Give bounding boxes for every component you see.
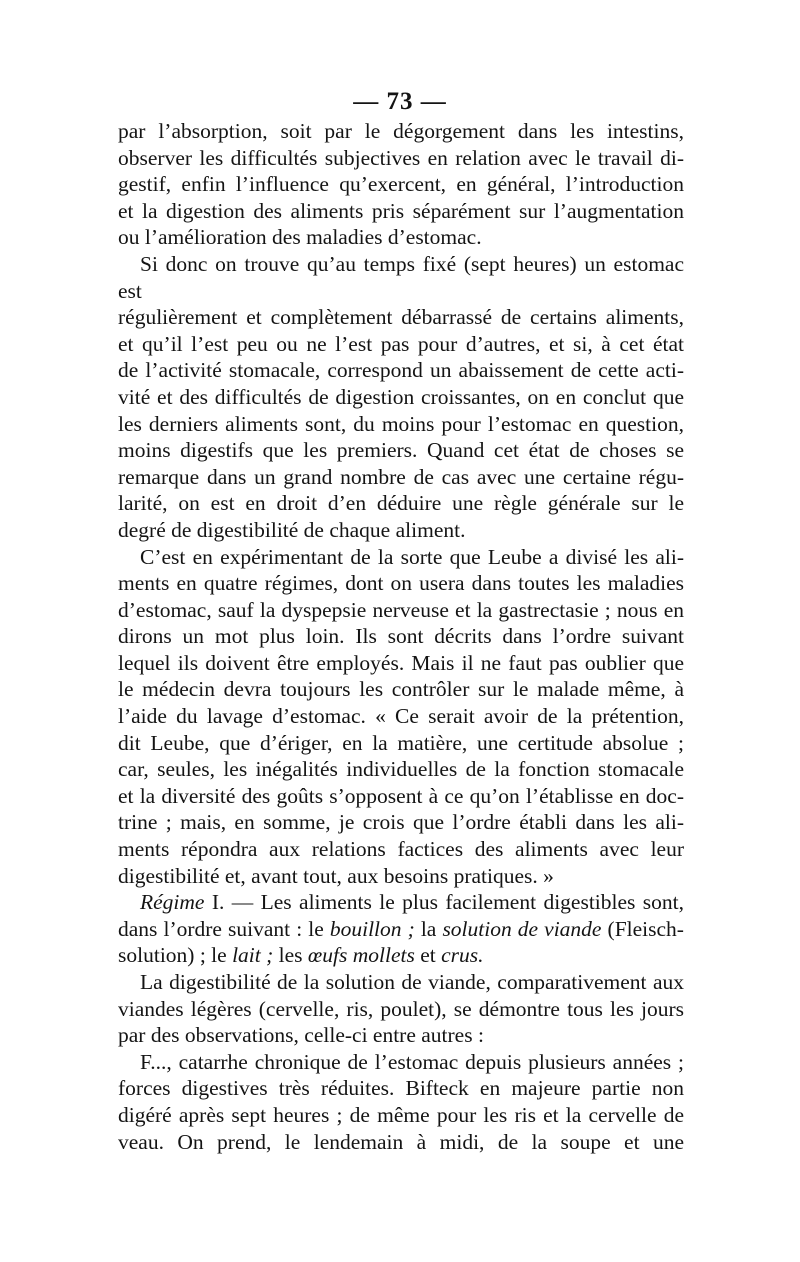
text-line: l’aide du lavage d’estomac. « Ce serait avoir de la prétention,: [118, 704, 684, 729]
text-line: Si donc on trouve qu’au temps fixé (sept heures) un estomac est: [118, 251, 684, 303]
text-line: observer les difficultés subjectives en relation avec le travail di-: [118, 145, 684, 170]
regime-label: Régime: [140, 890, 205, 915]
text-run: (Fleisch-solution) ; le: [118, 916, 684, 968]
text-run: et: [414, 943, 442, 968]
italic-term: crus.: [441, 943, 484, 968]
page-number: — 73 —: [353, 88, 447, 115]
text-line: trine ; mais, en somme, je crois que l’ordre établi dans les ali-: [118, 810, 684, 835]
text-line: régulièrement et complètement débarrassé de certains aliments,: [118, 305, 684, 330]
paragraph-digestibilite: [118, 969, 684, 1049]
text-line: vité et des difficultés de digestion croissantes, on en conclut que: [118, 384, 684, 409]
text-line: par des observations, celle-ci entre autres :: [118, 1023, 484, 1048]
text-line: dirons un mot plus loin. Ils sont décrits dans l’ordre suivant: [118, 624, 684, 649]
paragraph-leube: [118, 544, 684, 890]
italic-term: lait ;: [232, 943, 274, 968]
text-line: moins digestifs que les premiers. Quand cet état de choses se: [118, 438, 684, 463]
text-line: le médecin devra toujours les contrôler sur le malade même, à: [118, 677, 684, 702]
italic-term: bouillon ;: [329, 916, 415, 941]
italic-term: œufs mollets: [307, 943, 415, 968]
text-line: d’estomac, sauf la dyspepsie nerveuse et la gastrectasie ; nous en: [118, 597, 684, 622]
text-line: viandes légères (cervelle, ris, poulet), se démontre tous les jours: [118, 996, 684, 1021]
text-line: F..., catarrhe chronique de l’estomac depuis plusieurs années ;: [140, 1049, 684, 1074]
text-line: remarque dans un grand nombre de cas avec une certaine régu-: [118, 464, 684, 489]
text-line: et qu’il l’est peu ou ne l’est pas pour d’autres, et si, à cet état: [118, 331, 684, 356]
paragraph-regime-i: [118, 889, 684, 969]
text-line: lequel ils doivent être employés. Mais il ne faut pas oublier que: [118, 650, 684, 675]
text-line: digéré après sept heures ; de même pour les ris et la cervelle de: [118, 1102, 684, 1127]
paragraph-si-donc: [118, 251, 684, 544]
text-line: et la digestion des aliments pris séparément sur l’augmentation: [118, 198, 684, 223]
text-line: car, seules, les inégalités individuelles de la fonction stomacale: [118, 757, 684, 782]
text-line: La digestibilité de la solution de viande, comparativement aux: [140, 970, 684, 994]
text-line: de l’activité stomacale, correspond un abaissement de cette acti-: [118, 358, 684, 383]
text-line: forces digestives très réduites. Bifteck en majeure partie non: [118, 1076, 684, 1101]
text-line: ments répondra aux relations factices des aliments avec leur: [118, 837, 684, 862]
paragraph-case-f: [118, 1049, 684, 1155]
text-run: les: [273, 943, 308, 968]
italic-term: solution de viande: [442, 916, 602, 941]
body-text: [118, 118, 684, 1155]
text-line: et la diversité des goûts s’opposent à ce qu’on l’établisse en doc-: [118, 783, 684, 808]
text-run: I. — Les aliments le plus facilement digestibles sont, dans l’ordre suivant : le: [118, 890, 684, 941]
text-run: la: [414, 916, 443, 941]
text-line: dit Leube, que d’ériger, en la matière, une certitude absolue ;: [118, 730, 684, 755]
text-line: ou l’amélioration des maladies d’estomac.: [118, 225, 482, 250]
text-line: larité, on est en droit d’en déduire une règle générale sur le: [118, 491, 684, 516]
paragraph-absorption: [118, 118, 684, 251]
text-line: par l’absorption, soit par le dégorgement dans les intestins,: [118, 119, 684, 143]
text-line: les derniers aliments sont, du moins pour l’estomac en question,: [118, 411, 684, 436]
text-line: digestibilité et, avant tout, aux besoins pratiques. »: [118, 863, 554, 888]
text-line: gestif, enfin l’influence qu’exercent, en général, l’introduction: [118, 172, 684, 197]
text-line: C’est en expérimentant de la sorte que Leube a divisé les ali-: [140, 544, 684, 569]
text-line: degré de digestibilité de chaque aliment.: [118, 517, 466, 542]
text-line: ments en quatre régimes, dont on usera dans toutes les maladies: [118, 571, 684, 596]
text-line: veau. On prend, le lendemain à midi, de la soupe et une: [118, 1129, 684, 1154]
